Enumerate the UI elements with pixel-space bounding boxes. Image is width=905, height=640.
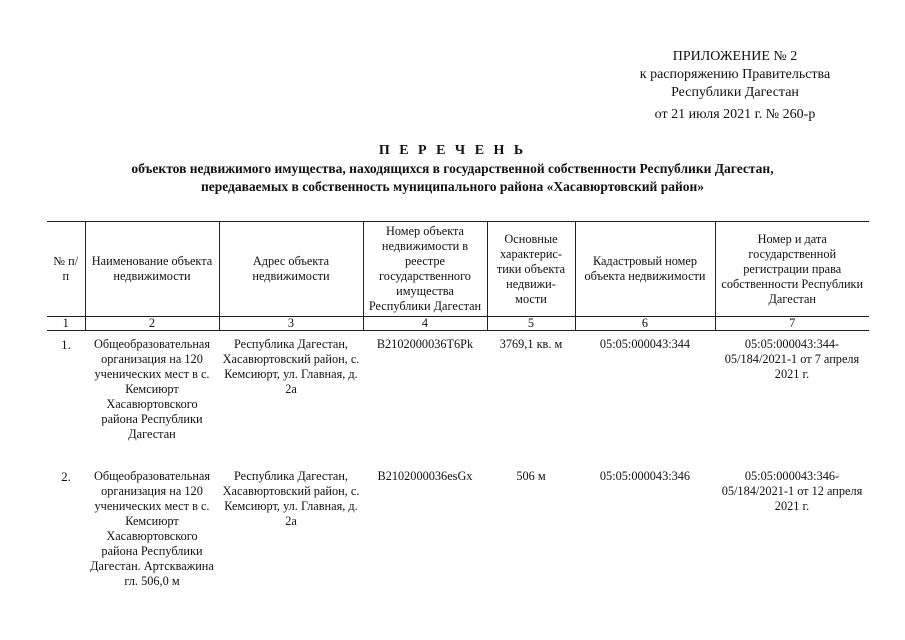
column-number: 6 xyxy=(575,317,715,331)
row-name: Общеобразовательная организация на 120 ученических мест в с. Кемсиюрт Хасавюртовского района Республики Дагестан xyxy=(93,337,211,441)
column-number: 4 xyxy=(363,317,487,331)
column-number: 2 xyxy=(85,317,219,331)
row-registration: 05:05:000043:346-05/184/2021-1 от 12 апреля 2021 г. xyxy=(721,469,863,513)
row-cadastral-number: 05:05:000043:344 xyxy=(599,337,691,351)
row-cadastral-number: 05:05:000043:346 xyxy=(599,469,691,483)
row-address: Республика Дагестан, Хасавюртовский район, с. Кемсиюрт, ул. Главная, д. 2а xyxy=(222,337,360,396)
header-registration: Номер и дата государственной регистрации права собственности Республики Дагестан xyxy=(715,222,869,317)
header-address: Адрес объекта недвижимости xyxy=(219,222,363,317)
table-header-row xyxy=(47,222,869,317)
row-registry-number: B2102000036esGx xyxy=(377,469,473,483)
title-line-1: объектов недвижимого имущества, находящихся в государственной собственности Республики Дагестан, xyxy=(131,161,774,176)
appendix-date: от 21 июля 2021 г. № 260-р xyxy=(654,107,816,122)
table-row xyxy=(47,331,869,460)
row-registry-number: B2102000036T6Pk xyxy=(376,337,474,351)
column-number: 3 xyxy=(219,317,363,331)
title-heading: П Е Р Е Ч Е Н Ь xyxy=(378,143,527,158)
property-table xyxy=(47,221,869,589)
appendix-block xyxy=(600,48,870,124)
row-registration: 05:05:000043:344-05/184/2021-1 от 7 апреля 2021 г. xyxy=(724,337,860,381)
header-characteristics: Основные характерис- тики объекта недвижи- мости xyxy=(487,222,575,317)
header-registry: Номер объекта недвижимости в реестре государственного имущества Республики Дагестан xyxy=(363,222,487,317)
table-row xyxy=(47,459,869,589)
column-number: 1 xyxy=(47,317,85,331)
document-title xyxy=(0,142,905,196)
row-address: Республика Дагестан, Хасавюртовский район, с. Кемсиюрт, ул. Главная, д. 2а xyxy=(222,469,360,528)
row-number: 1. xyxy=(61,337,71,352)
header-cadastral: Кадастровый номер объекта недвижимости xyxy=(575,222,715,317)
appendix-order-line: к распоряжению Правительства xyxy=(639,67,831,82)
column-number: 7 xyxy=(715,317,869,331)
row-characteristics: 506 м xyxy=(516,469,546,483)
row-name: Общеобразовательная организация на 120 ученических мест в с. Кемсиюрт Хасавюртовского района Республики Дагестан. Артскважина гл. 506,0 м xyxy=(90,469,214,588)
header-name: Наименование объекта недвижимости xyxy=(85,222,219,317)
appendix-title: ПРИЛОЖЕНИЕ № 2 xyxy=(672,49,798,64)
column-number: 5 xyxy=(487,317,575,331)
row-characteristics: 3769,1 кв. м xyxy=(499,337,563,351)
header-number: № п/п xyxy=(47,222,85,317)
appendix-republic-line: Республики Дагестан xyxy=(671,85,799,100)
title-line-2: передаваемых в собственность муниципального района «Хасавюртовский район» xyxy=(200,179,705,194)
row-number: 2. xyxy=(61,469,71,484)
column-number-row xyxy=(47,317,869,331)
